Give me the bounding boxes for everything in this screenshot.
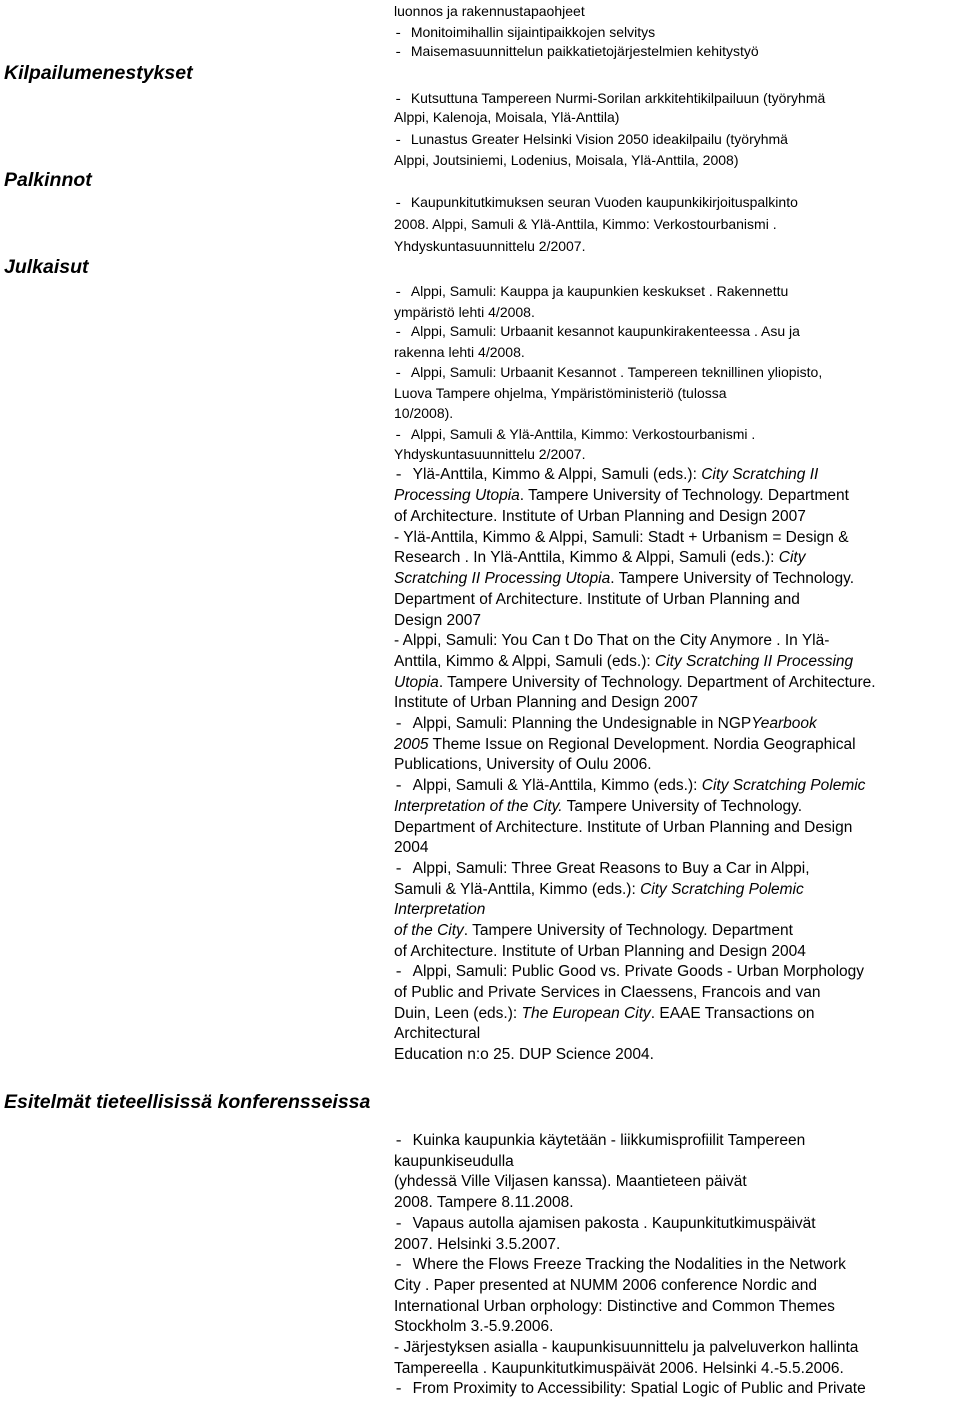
text-line: Interpretation of the City. Tampere University of Technology.: [394, 798, 803, 815]
text-line: Alppi, Joutsiniemi, Lodenius, Moisala, Ylä-Anttila, 2008): [394, 152, 739, 168]
list-item: - Vapaus autolla ajamisen pakosta . Kaupunkitutkimuspäivät: [394, 1215, 816, 1233]
list-item: - Alppi, Samuli: Public Good vs. Private Goods - Urban Morphology: [394, 963, 865, 981]
text-line: 10/2008).: [394, 405, 454, 421]
text-line: Publications, University of Oulu 2006.: [394, 756, 652, 773]
list-item: - Kaupunkitutkimuksen seuran Vuoden kaupunkikirjoituspalkinto: [394, 194, 798, 212]
text-line: - Järjestyksen asialla - kaupunkisuunnittelu ja palveluverkon hallinta: [394, 1339, 859, 1356]
text-line: of Architecture. Institute of Urban Planning and Design 2007: [394, 508, 806, 525]
text-line: Education n:o 25. DUP Science 2004.: [394, 1046, 654, 1063]
text-line: luonnos ja rakennustapaohjeet: [394, 3, 585, 19]
text-line: Architectural: [394, 1025, 481, 1042]
list-item: - From Proximity to Accessibility: Spatial Logic of Public and Private: [394, 1380, 866, 1398]
text-line: kaupunkiseudulla: [394, 1153, 514, 1170]
text-line: Yhdyskuntasuunnittelu 2/2007.: [394, 446, 586, 462]
text-line: 2008. Alppi, Samuli & Ylä-Anttila, Kimmo: Verkostourbanismi .: [394, 216, 777, 232]
text-line: ympäristö lehti 4/2008.: [394, 304, 535, 320]
text-line: rakenna lehti 4/2008.: [394, 344, 525, 360]
text-line: 2005 Theme Issue on Regional Development. Nordia Geographical: [394, 736, 856, 753]
text-line: Department of Architecture. Institute of Urban Planning and Design: [394, 819, 853, 836]
list-item: - Alppi, Samuli: Kauppa ja kaupunkien keskukset . Rakennettu: [394, 283, 789, 301]
text-line: Yhdyskuntasuunnittelu 2/2007.: [394, 238, 586, 254]
text-line: 2007. Helsinki 3.5.2007.: [394, 1236, 561, 1253]
list-item: - Alppi, Samuli: Urbaanit kesannot kaupunkirakenteessa . Asu ja: [394, 323, 800, 341]
text-line: Utopia. Tampere University of Technology. Department of Architecture.: [394, 674, 876, 691]
text-line: Duin, Leen (eds.): The European City. EAAE Transactions on: [394, 1005, 815, 1022]
list-item: - Ylä-Anttila, Kimmo & Alppi, Samuli (eds.): City Scratching II: [394, 466, 819, 484]
text-line: Tampereella . Kaupunkitutkimuspäivät 2006. Helsinki 4.-5.5.2006.: [394, 1360, 844, 1377]
list-item: - Maisemasuunnittelun paikkatietojärjestelmien kehitystyö: [394, 43, 759, 61]
text-line: Samuli & Ylä-Anttila, Kimmo (eds.): City Scratching Polemic: [394, 881, 804, 898]
text-line: of Architecture. Institute of Urban Planning and Design 2004: [394, 943, 806, 960]
text-line: International Urban orphology: Distinctive and Common Themes: [394, 1298, 835, 1315]
text-line: Scratching II Processing Utopia. Tampere University of Technology.: [394, 570, 855, 587]
text-line: Anttila, Kimmo & Alppi, Samuli (eds.): City Scratching II Processing: [394, 653, 854, 670]
text-line: of Public and Private Services in Claessens, Francois and van: [394, 984, 821, 1001]
heading-publications: Julkaisut: [4, 256, 89, 278]
text-line: 2008. Tampere 8.11.2008.: [394, 1194, 574, 1211]
list-item: - Kutsuttuna Tampereen Nurmi-Sorilan arkkitehtikilpailuun (työryhmä: [394, 90, 826, 108]
text-line: of the City. Tampere University of Technology. Department: [394, 922, 793, 939]
text-line: Research . In Ylä-Anttila, Kimmo & Alppi, Samuli (eds.): City: [394, 549, 806, 566]
text-line: 2004: [394, 839, 429, 856]
list-item: - Alppi, Samuli: Planning the Undesignable in NGPYearbook: [394, 715, 817, 733]
list-item: - Alppi, Samuli: Three Great Reasons to Buy a Car in Alppi,: [394, 860, 810, 878]
text-line: (yhdessä Ville Viljasen kanssa). Maantieteen päivät: [394, 1173, 747, 1190]
list-item: - Alppi, Samuli: Urbaanit Kesannot . Tampereen teknillinen yliopisto,: [394, 364, 823, 382]
text-line: Stockholm 3.-5.9.2006.: [394, 1318, 554, 1335]
heading-conference-presentations: Esitelmät tieteellisissä konferensseissa: [4, 1091, 371, 1113]
text-line: Alppi, Kalenoja, Moisala, Ylä-Anttila): [394, 109, 620, 125]
list-item: - Alppi, Samuli & Ylä-Anttila, Kimmo (eds.): City Scratching Polemic: [394, 777, 866, 795]
text-line: - Alppi, Samuli: You Can t Do That on the City Anymore . In Ylä-: [394, 632, 830, 649]
text-line: Design 2007: [394, 612, 482, 629]
text-line: Interpretation: [394, 901, 486, 918]
text-line: Luova Tampere ohjelma, Ympäristöministeriö (tulossa: [394, 385, 727, 401]
text-line: Institute of Urban Planning and Design 2007: [394, 694, 699, 711]
text-line: - Ylä-Anttila, Kimmo & Alppi, Samuli: Stadt + Urbanism = Design &: [394, 529, 849, 546]
text-line: City . Paper presented at NUMM 2006 conference Nordic and: [394, 1277, 818, 1294]
list-item: - Alppi, Samuli & Ylä-Anttila, Kimmo: Verkostourbanismi .: [394, 426, 756, 444]
list-item: - Where the Flows Freeze Tracking the Nodalities in the Network: [394, 1256, 846, 1274]
list-item: - Monitoimihallin sijaintipaikkojen selvitys: [394, 24, 656, 42]
text-line: Processing Utopia. Tampere University of Technology. Department: [394, 487, 849, 504]
text-line: Department of Architecture. Institute of Urban Planning and: [394, 591, 800, 608]
heading-competitions: Kilpailumenestykset: [4, 62, 193, 84]
heading-awards: Palkinnot: [4, 169, 92, 191]
list-item: - Lunastus Greater Helsinki Vision 2050 ideakilpailu (työryhmä: [394, 131, 788, 149]
list-item: - Kuinka kaupunkia käytetään - liikkumisprofiilit Tampereen: [394, 1132, 806, 1150]
